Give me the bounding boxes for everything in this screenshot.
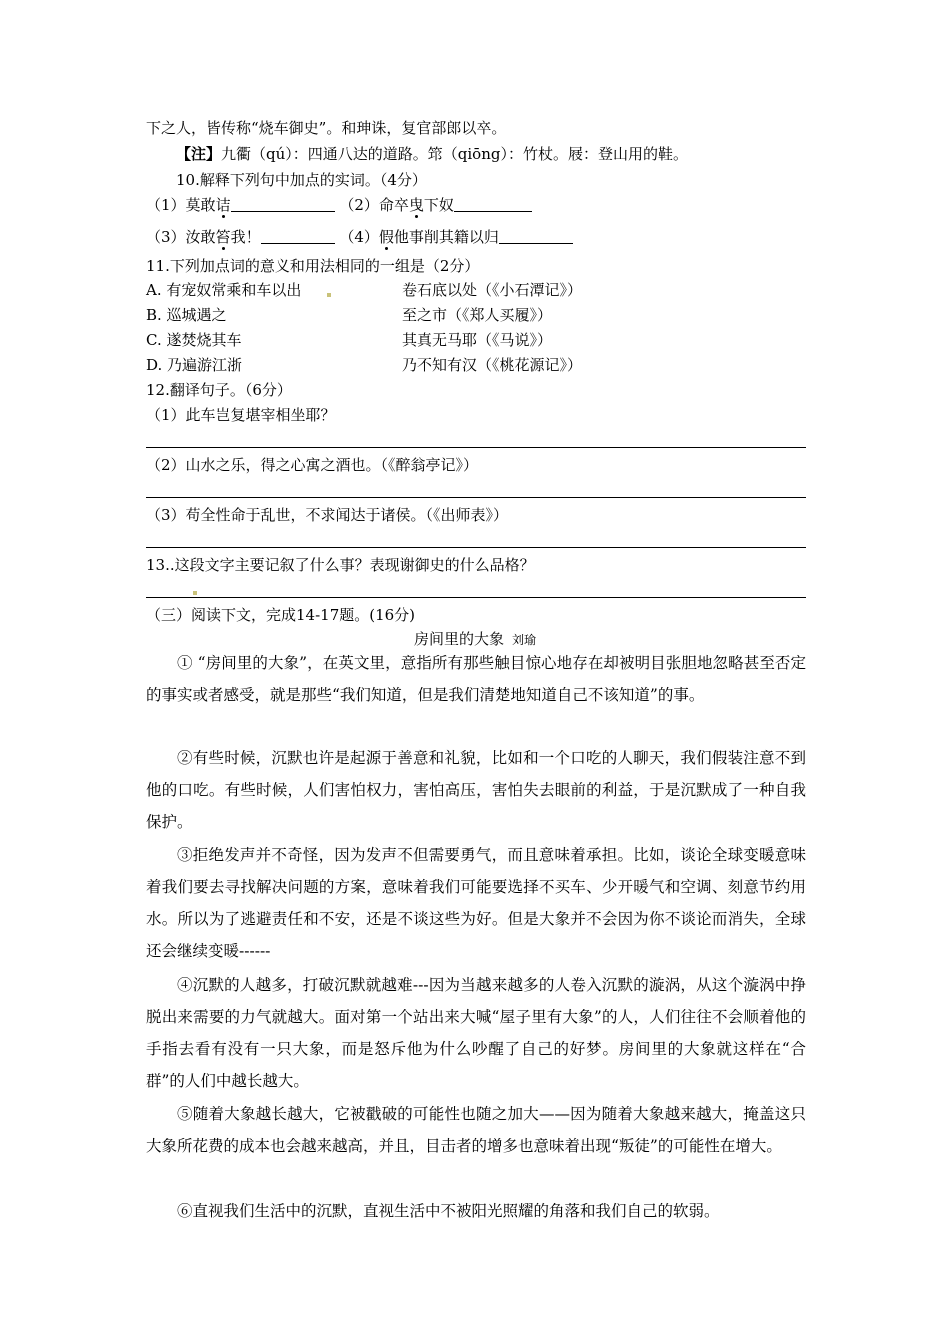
q10-item3-answer-blank[interactable] — [261, 227, 335, 244]
article-title: 房间里的大象 — [413, 630, 504, 648]
q10-item2-prefix: （2）命卒 — [339, 196, 409, 214]
article-paragraph-2: ②有些时候，沉默也许是起源于善意和礼貌，比如和一个口吃的人聊天，我们假装注意不到他的口吃。有些时候，人们害怕权力，害怕高压，害怕失去眼前的利益，于是沉默成了一种自我保护。 — [146, 749, 806, 831]
annotation-note — [176, 144, 688, 164]
passage-end-line: 下之人，皆传称“烧车御史”。和珅诛，复官部郎以卒。 — [146, 119, 507, 137]
q10-row1 — [146, 195, 532, 215]
article-paragraph-4: ④沉默的人越多，打破沉默就越难---因为当越来越多的人卷入沉默的漩涡，从这个漩涡中挣脱出来需要的力气就越大。面对第一个站出来大喊“屋子里有大象”的人，人们往往不会顺着他的手指去看有没有一只大象，而是怒斥他为什么吵醒了自己的好梦。房间里的大象就这样在“合群”的人们中越长越大。 — [146, 976, 806, 1090]
q10-stem: 10.解释下列句中加点的实词。（4分） — [176, 171, 427, 189]
q13-answer-line[interactable] — [146, 597, 806, 598]
q10-item4-dotted-word: 假 — [378, 228, 394, 246]
q10-item3-prefix: （3）汝敢 — [146, 228, 216, 246]
q10-item2-dotted-word: 曳 — [408, 196, 424, 214]
q10-item4-prefix: （4） — [339, 228, 379, 246]
article-author: 刘瑜 — [512, 633, 537, 647]
q11-option-c-compare: 其真无马耶（《马说》） — [402, 331, 553, 349]
section3-heading: （三）阅读下文，完成14-17题。(16分) — [146, 606, 416, 624]
q11-option-d: D. 乃遍游江浙 — [146, 356, 243, 374]
q10-row2 — [146, 227, 573, 247]
article-paragraph-6: ⑥直视我们生活中的沉默，直视生活中不被阳光照耀的角落和我们自己的软弱。 — [177, 1202, 720, 1220]
q12-answer-line-1[interactable] — [146, 447, 806, 448]
q10-item4-suffix: 他事削其籍以归 — [393, 228, 499, 246]
q11-option-b: B. 巡城遇之 — [146, 306, 227, 324]
q11-option-c: C. 遂焚烧其车 — [146, 331, 242, 349]
q12-sentence-3: （3）苟全性命于乱世，不求闻达于诸侯。（《出师表》） — [146, 506, 509, 524]
note-text: 九衢（qú）：四通八达的道路。筇（qiōng）：竹杖。屐：登山用的鞋。 — [221, 145, 688, 163]
q10-item1-prefix: （1）莫敢 — [146, 196, 216, 214]
q11-option-b-compare: 至之市（《郑人买履》） — [402, 306, 553, 324]
q10-item3-suffix: 我！ — [230, 228, 261, 246]
q12-sentence-1: （1）此车岂复堪宰相坐耶？ — [146, 406, 336, 424]
q12-answer-line-2[interactable] — [146, 497, 806, 498]
q10-item1-dotted-word: 诘 — [215, 196, 231, 214]
q11-option-a-compare: 卷石底以处（《小石潭记》） — [402, 281, 583, 299]
q10-item1-answer-blank[interactable] — [231, 195, 335, 212]
q12-stem: 12.翻译句子。（6分） — [146, 381, 292, 399]
q13-stem: 13..这段文字主要记叙了什么事？表现谢御史的什么品格？ — [146, 556, 535, 574]
q12-sentence-2: （2）山水之乐，得之心寓之酒也。（《醉翁亭记》） — [146, 456, 479, 474]
q12-answer-line-3[interactable] — [146, 547, 806, 548]
article-paragraph-3: ③拒绝发声并不奇怪，因为发声不但需要勇气，而且意味着承担。比如，谈论全球变暖意味着我们要去寻找解决问题的方案，意味着我们可能要选择不买车、少开暖气和空调、刻意节约用水。所以为了逃避责任和不安，还是不谈这些为好。但是大象并不会因为你不谈论而消失，全球还会继续变暖------ — [146, 846, 806, 960]
q11-option-d-compare: 乃不知有汉（《桃花源记》） — [402, 356, 583, 374]
q10-item4-answer-blank[interactable] — [499, 227, 573, 244]
article-paragraph-5: ⑤随着大象越长越大，它被戳破的可能性也随之加大——因为随着大象越来越大，掩盖这只大象所花费的成本也会越来越高，并且，目击者的增多也意味着出现“叛徒”的可能性在增大。 — [146, 1105, 806, 1155]
q10-item2-suffix: 下奴 — [423, 196, 454, 214]
highlight-mark — [327, 293, 331, 297]
q10-item2-answer-blank[interactable] — [454, 195, 532, 212]
note-tag: 【注】 — [176, 145, 222, 163]
q10-item3-dotted-word: 笞 — [215, 228, 231, 246]
q11-stem: 11.下列加点词的意义和用法相同的一组是（2分） — [146, 257, 480, 275]
highlight-mark — [193, 591, 197, 595]
q11-option-a: A. 有宠奴常乘和车以出 — [146, 281, 302, 299]
article-paragraph-1: ① “房间里的大象”，在英文里，意指所有那些触目惊心地存在却被明目张胆地忽略甚至否定的事实或者感受，就是那些“我们知道，但是我们清楚地知道自己不该知道”的事。 — [146, 654, 806, 704]
